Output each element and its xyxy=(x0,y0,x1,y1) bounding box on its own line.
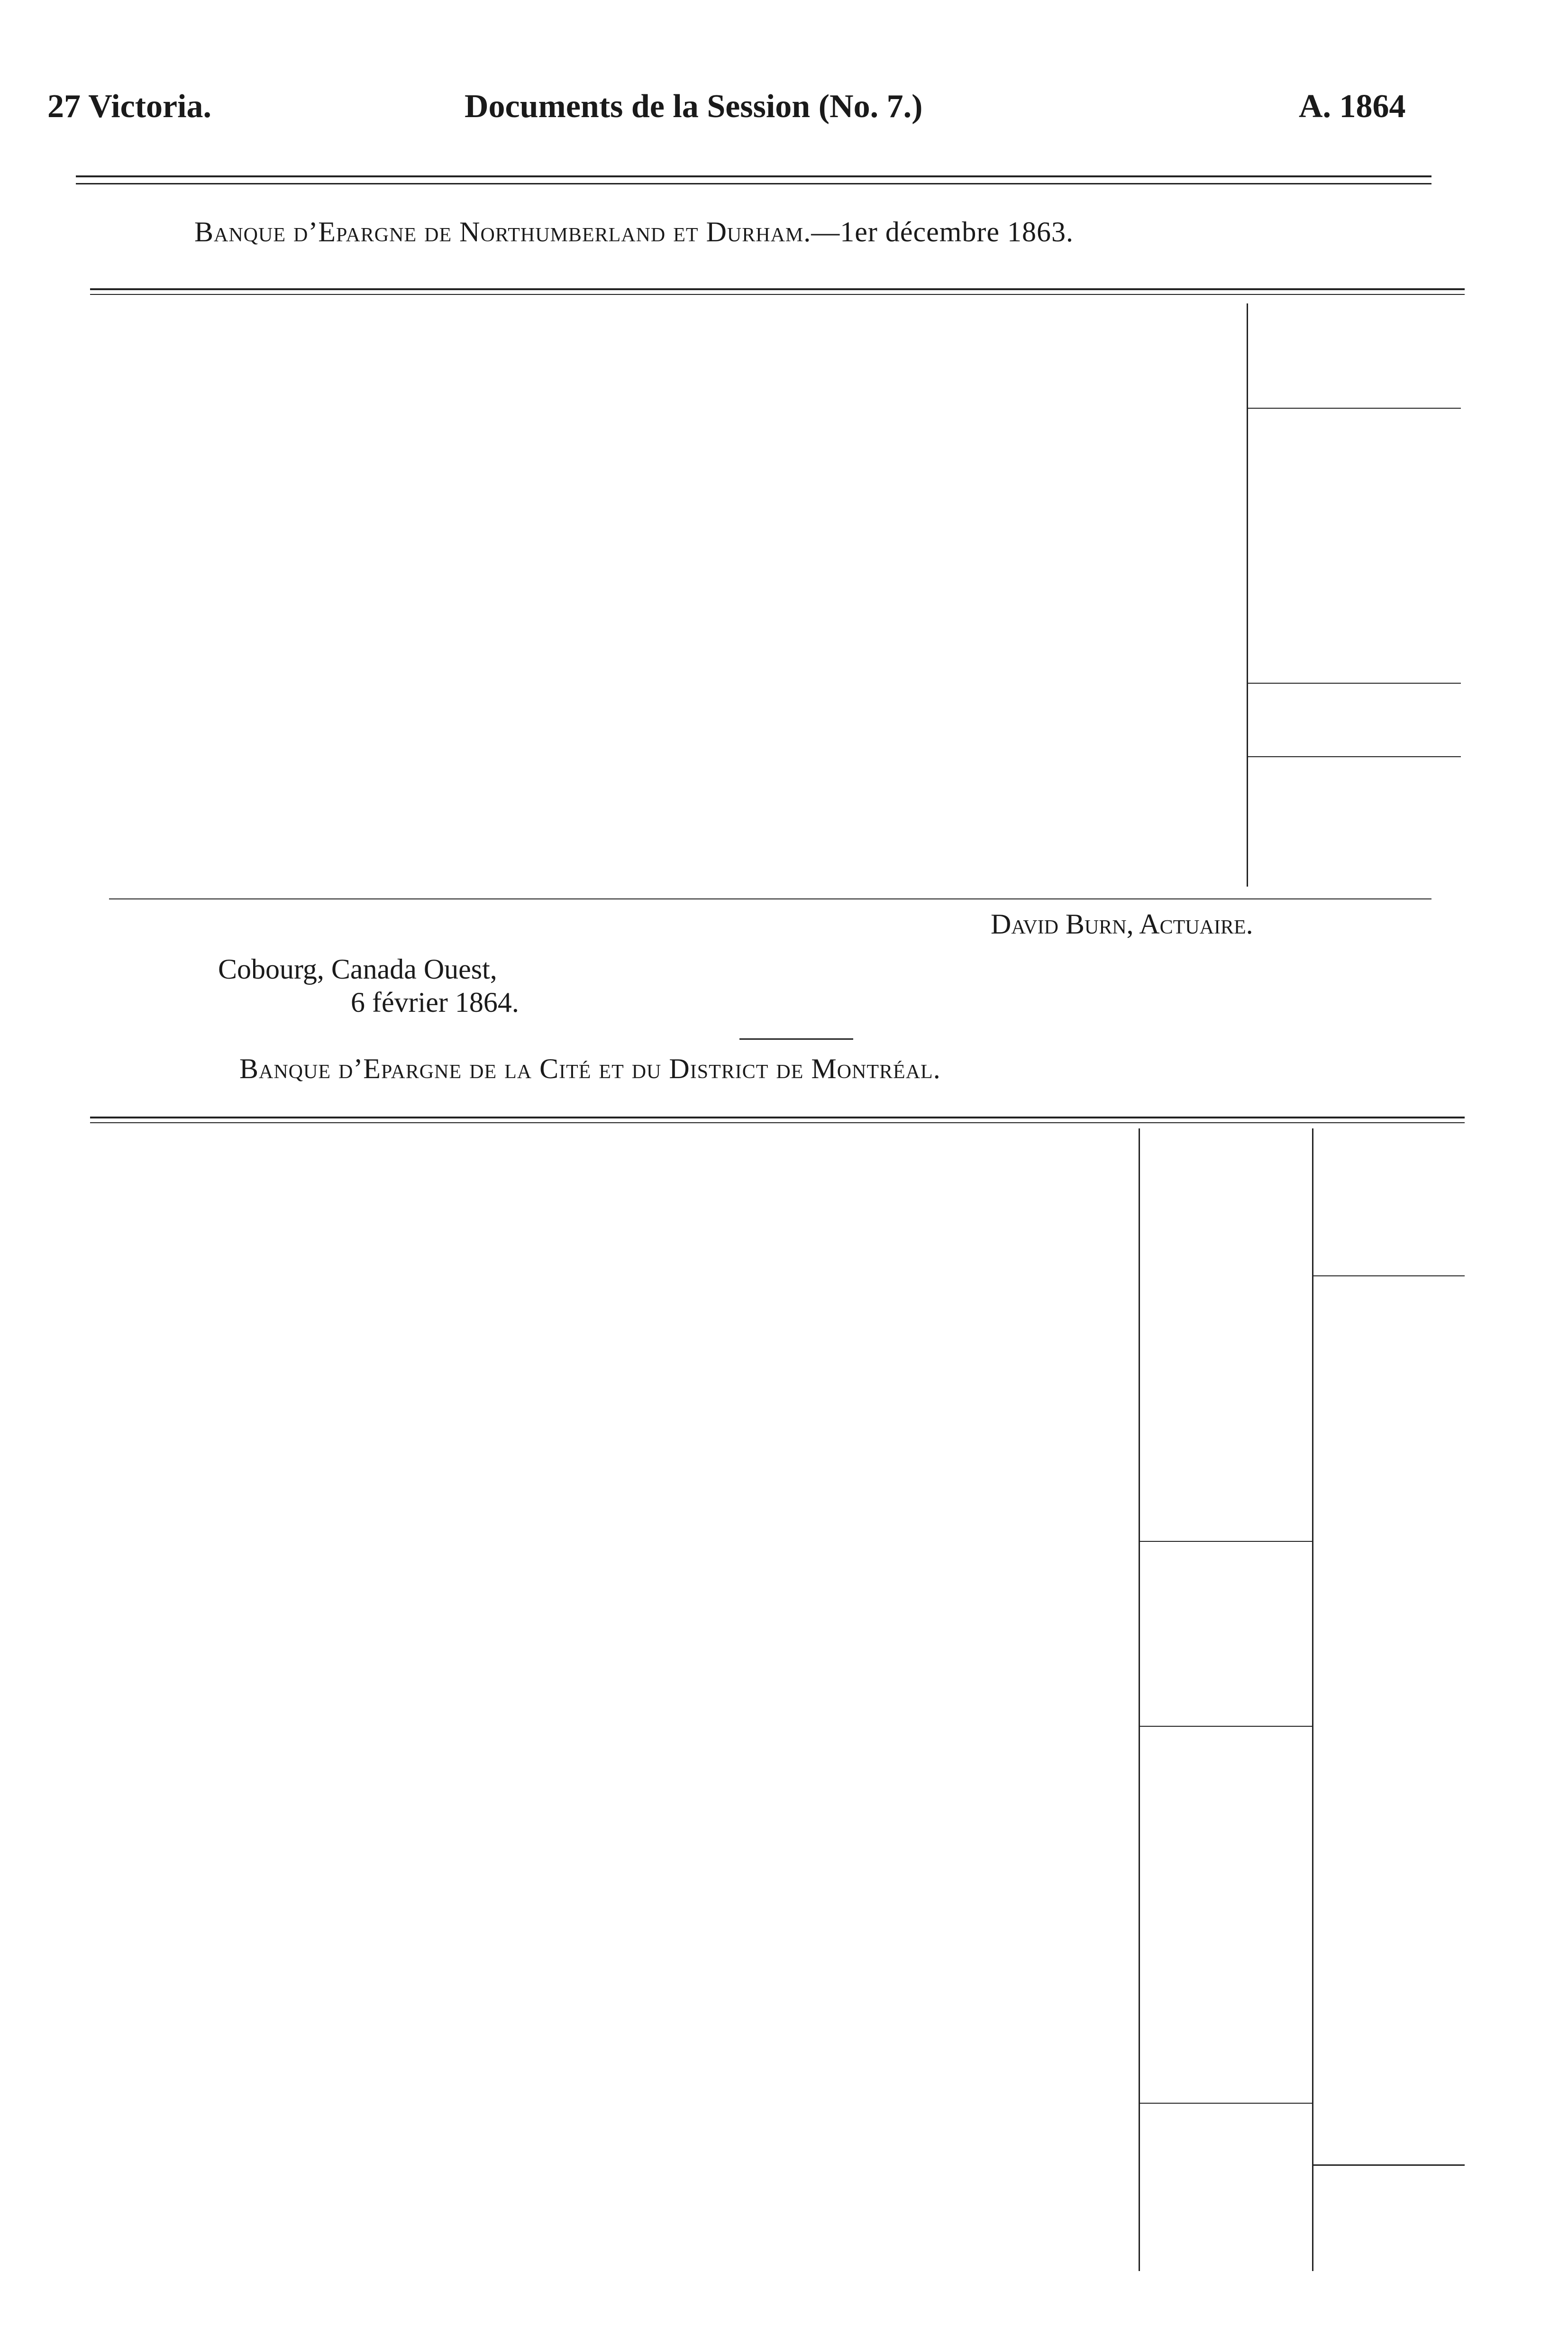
section2-column-separator-2 xyxy=(1312,1128,1313,2271)
section1-place: Cobourg, Canada Ouest, xyxy=(218,953,497,985)
section2-deposes-rule xyxy=(1140,2103,1313,2104)
section2-column-separator-1 xyxy=(1139,1128,1140,2271)
section2-top-rule xyxy=(90,1117,1465,1118)
section1-top-rule-2 xyxy=(90,294,1465,295)
section-divider xyxy=(739,1038,853,1040)
running-header-left: 27 Victoria. xyxy=(47,88,212,125)
section1-title-bank: Banque d’Epargne de Northumberland et Durham. xyxy=(194,216,811,247)
section1-title-date: —1er décembre 1863. xyxy=(811,216,1074,247)
section1-date: 6 février 1864. xyxy=(351,987,519,1018)
section1-title xyxy=(194,216,1074,248)
section1-bottom-rule xyxy=(109,898,1431,899)
section1-signature: David Burn, Actuaire. xyxy=(991,908,1253,940)
section1-assets-rule xyxy=(1248,683,1461,684)
section1-top-rule xyxy=(90,288,1465,290)
running-header-right: A. 1864 xyxy=(1299,88,1406,125)
section2-title: Banque d’Epargne de la Cité et du District de Montréal. xyxy=(239,1053,941,1084)
header-rule xyxy=(76,175,1431,177)
section1-deposits-rule xyxy=(1248,408,1461,409)
section2-grand-total-rule xyxy=(1313,2164,1465,2166)
running-header-center: Documents de la Session (No. 7.) xyxy=(465,88,923,125)
section2-passif-rule xyxy=(1313,1275,1465,1276)
header-rule-2 xyxy=(76,183,1431,184)
section1-column-separator xyxy=(1247,303,1248,887)
section2-banques-rule xyxy=(1140,1726,1313,1727)
section1-creances-rule xyxy=(1248,756,1461,757)
section2-top-rule-2 xyxy=(90,1122,1465,1123)
section2-effets-rule xyxy=(1140,1541,1313,1542)
